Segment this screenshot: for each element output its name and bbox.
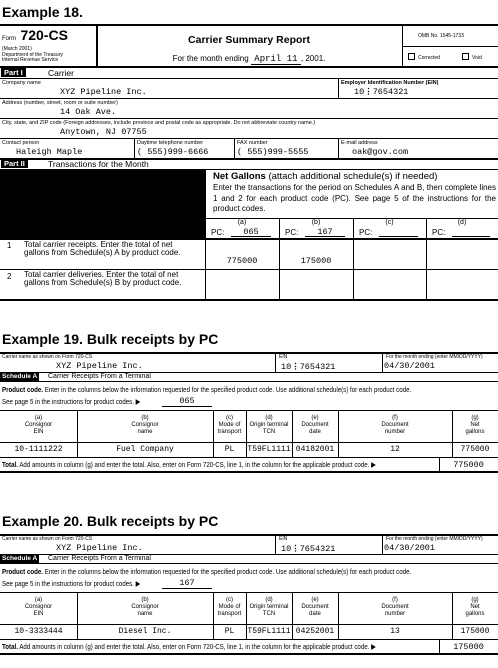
column-header-line-1: Document <box>301 604 329 610</box>
column-header-line-1: Document <box>381 422 409 428</box>
product-code-instructions <box>2 567 411 576</box>
company-name-label: Company name <box>2 80 41 86</box>
consignor-ein-cell[interactable]: 10-3333444 <box>14 627 63 636</box>
carrier-name-field[interactable]: XYZ Pipeline Inc. <box>56 543 143 553</box>
column-letter: (f) <box>392 597 398 603</box>
schedule-a-badge: Schedule A <box>2 555 38 562</box>
example-20-schedule <box>0 513 498 668</box>
corrected-label: Corrected <box>418 55 440 61</box>
origin-terminal-cell[interactable]: T59FL1111 <box>247 627 291 636</box>
column-letter: (b) <box>141 415 149 421</box>
product-code-line-2 <box>2 397 140 406</box>
line-1-amount[interactable]: 775000 <box>226 256 258 266</box>
city-label: City, state, and ZIP code (Foreign addresses, include province and postal code as appropriate. Do not abbreviate country name.) <box>2 120 316 126</box>
column-header-line-1: Origin terminal <box>249 604 289 610</box>
column-letter: (e) <box>311 597 319 603</box>
carrier-name-field[interactable]: XYZ Pipeline Inc. <box>56 361 143 371</box>
column-header-line-1: Consignor <box>131 422 159 428</box>
column-letter: (b) <box>141 597 149 603</box>
net-gallons-bold: Net Gallons <box>213 171 266 182</box>
column-header-line-1: Mode of <box>218 422 241 428</box>
line-2-text: Total carrier deliveries. Enter the total of net gallons from Schedule(s) B by product code. <box>24 270 182 287</box>
form-number: 720-CS <box>20 27 68 43</box>
omb-number: OMB No. 1545-1733 <box>418 33 464 39</box>
net-gallons-heading <box>213 171 437 182</box>
part-1-title: Carrier <box>48 68 74 78</box>
corrected-checkbox[interactable] <box>408 53 415 60</box>
column-header-line-2: transport <box>217 429 242 435</box>
schedule-ein-field[interactable]: 10⋮7654321 <box>281 544 336 554</box>
total-bold: Total. <box>2 642 18 651</box>
column-letter: (e) <box>311 415 319 421</box>
column-header-line-2: number <box>384 429 406 435</box>
column-header-line-1: Origin terminal <box>249 422 289 428</box>
total-instructions <box>2 460 376 469</box>
void-checkbox[interactable] <box>462 53 469 60</box>
contact-label: Contact person <box>2 140 40 146</box>
column-header-line-1: Mode of <box>218 604 241 610</box>
company-name-field[interactable]: XYZ Pipeline Inc. <box>60 87 147 97</box>
product-code-text-2: See page 5 in the instructions for product codes. ▶ <box>2 397 141 406</box>
pc-code-field[interactable]: 167 <box>305 227 345 237</box>
schedule-a-title: Carrier Receipts From a Terminal <box>48 555 151 562</box>
total-value[interactable]: 175000 <box>453 642 484 652</box>
column-letter: (f) <box>392 415 398 421</box>
column-header-line-1: Consignor <box>24 604 53 610</box>
column-letter: (a) <box>34 597 43 603</box>
column-header-line-2: name <box>137 611 153 617</box>
line-1-number: 1 <box>7 241 12 250</box>
ein-label: Employer Identification Number (EIN) <box>341 80 439 86</box>
schedule-ein-field[interactable]: 10⋮7654321 <box>281 362 336 372</box>
part-2-badge: Part II <box>1 159 28 168</box>
ein-suffix: 7654321 <box>372 87 409 97</box>
pc-column-letter: (a) <box>237 219 247 226</box>
column-header-line-2: EIN <box>33 429 44 435</box>
column-header-line-2: name <box>137 429 153 435</box>
total-text: Add amounts in column (g) and enter the total. Also, enter on Form 720-CS, line 1, in the column for the applicable product code. ▶ <box>19 642 376 651</box>
pc-column-divider <box>426 218 427 299</box>
contact-field[interactable]: Haleigh Maple <box>16 147 83 157</box>
city-field[interactable]: Anytown, NJ 07755 <box>60 127 147 137</box>
address-label: Address (number, street, room or suite number) <box>2 100 118 106</box>
product-code-line-2 <box>2 579 140 588</box>
net-gallons-cell[interactable]: 775000 <box>460 445 490 454</box>
agency-line-2: Internal Revenue Service <box>2 57 59 63</box>
ein-prefix: 10 <box>354 87 365 97</box>
pc-column-divider <box>353 218 354 299</box>
document-number-cell[interactable]: 13 <box>390 627 400 636</box>
schedule-ein-prefix: 10 <box>281 544 292 554</box>
pc-label: PC: <box>211 228 225 237</box>
schedule-month-label: For the month ending (enter MM/DD/YYYY) <box>386 536 483 542</box>
phone-field[interactable]: ( 555)999-6666 <box>137 147 209 157</box>
pc-column-letter: (c) <box>385 219 394 226</box>
net-gallons-rest: (attach additional schedule(s) if needed) <box>268 171 438 182</box>
column-header-line-1: Document <box>301 422 329 428</box>
consignor-name-cell[interactable]: Diesel Inc. <box>118 627 172 636</box>
month-suffix: , 2001. <box>300 54 326 63</box>
column-header-line-2: transport <box>217 611 242 617</box>
example-19-schedule <box>0 331 498 491</box>
pc-code-field[interactable] <box>452 227 490 237</box>
part-1-badge: Part I <box>1 68 26 77</box>
void-label: Void <box>472 55 482 61</box>
carrier-name-label: Carrier name as shown on Form 720-CS <box>2 536 93 542</box>
net-gallons-cell[interactable]: 175000 <box>460 627 490 636</box>
product-code-instructions <box>2 385 411 394</box>
email-label: E-mail address <box>341 140 378 146</box>
product-code-text-2: See page 5 in the instructions for product codes. ▶ <box>2 579 141 588</box>
schedule-ein-label: EIN <box>279 536 288 542</box>
column-header-line-1: Consignor <box>24 422 53 428</box>
month-prefix: For the month ending <box>172 54 249 63</box>
document-number-cell[interactable]: 12 <box>390 445 400 454</box>
document-date-cell[interactable]: 04252001 <box>295 627 335 636</box>
phone-label: Daytime telephone number <box>137 140 204 146</box>
schedule-month-field[interactable]: 04/30/2001 <box>384 543 436 553</box>
schedule-ein-label: EIN <box>279 354 288 360</box>
product-code-field[interactable]: 065 <box>162 396 212 407</box>
email-field[interactable]: oak@gov.com <box>352 147 409 157</box>
column-header-line-2: date <box>309 611 321 617</box>
pc-column-letter: (d) <box>457 219 467 226</box>
product-code-bold: Product code. <box>2 567 44 576</box>
column-header-line-1: Consignor <box>131 604 159 610</box>
column-header-line-1: Net <box>470 604 480 610</box>
agency-line-1: Department of the Treasury <box>2 52 63 58</box>
report-title: Carrier Summary Report <box>188 34 310 46</box>
column-header-line-1: Document <box>381 604 409 610</box>
column-letter: (g) <box>471 597 479 603</box>
schedule-ein-prefix: 10 <box>281 362 292 372</box>
document-date-cell[interactable]: 04182001 <box>295 445 335 454</box>
carrier-name-label: Carrier name as shown on Form 720-CS <box>2 354 93 360</box>
schedule-heading: Example 20. Bulk receipts by PC <box>2 513 219 529</box>
instructions-text: Enter the transactions for the period on Schedules A and B, then complete lines 1 and 2 for each product code (PC). See page 5 of the instructions for the product codes. <box>213 183 496 213</box>
column-header-line-1: Net <box>470 422 480 428</box>
address-field[interactable]: 14 Oak Ave. <box>60 107 117 117</box>
product-code-field[interactable]: 167 <box>162 578 212 589</box>
schedule-ein-suffix: 7654321 <box>299 544 336 554</box>
column-header-line-2: TCN <box>262 611 276 617</box>
schedule-heading: Example 19. Bulk receipts by PC <box>2 331 219 347</box>
schedule-month-field[interactable]: 04/30/2001 <box>384 361 436 371</box>
total-bold: Total. <box>2 460 18 469</box>
ein-field[interactable]: 10⋮7654321 <box>354 87 409 97</box>
consignor-ein-cell[interactable]: 10-1111222 <box>14 445 63 454</box>
column-header-line-2: EIN <box>33 611 44 617</box>
origin-terminal-cell[interactable]: T59FL1111 <box>247 445 291 454</box>
pc-column-letter: (b) <box>311 219 321 226</box>
column-header-line-2: gallons <box>465 429 485 435</box>
column-letter: (d) <box>265 415 273 421</box>
shaded-area <box>0 169 205 239</box>
form-number-block <box>2 27 68 45</box>
column-letter: (g) <box>471 415 479 421</box>
total-text: Add amounts in column (g) and enter the total. Also, enter on Form 720-CS, line 1, in the column for the applicable product code. ▶ <box>19 460 376 469</box>
pc-code-field[interactable]: 065 <box>231 227 271 237</box>
month-value[interactable]: April 11 <box>251 54 301 65</box>
example-18-heading: Example 18. <box>2 4 83 20</box>
schedule-month-label: For the month ending (enter MM/DD/YYYY) <box>386 354 483 360</box>
column-letter: (c) <box>226 597 233 603</box>
column-letter: (c) <box>226 415 233 421</box>
total-value[interactable]: 775000 <box>453 460 484 470</box>
pc-label: PC: <box>359 228 373 237</box>
schedule-ein-suffix: 7654321 <box>299 362 336 372</box>
total-instructions <box>2 642 376 651</box>
column-header-line-2: date <box>309 429 321 435</box>
product-code-text: Enter in the columns below the information requested for the specified product code. Use additional schedule(s) for each product code. <box>44 567 412 576</box>
line-1-text: Total carrier receipts. Enter the total of net gallons from Schedule(s) A by product code. <box>24 240 181 257</box>
product-code-text: Enter in the columns below the information requested for the specified product code. Use additional schedule(s) for each product code. <box>44 385 412 394</box>
consignor-name-cell[interactable]: Fuel Company <box>116 445 174 454</box>
pc-label: PC: <box>285 228 299 237</box>
column-header-line-2: TCN <box>262 429 276 435</box>
column-header-line-2: number <box>384 611 406 617</box>
form-prefix: Form <box>2 36 16 42</box>
schedule-a-title: Carrier Receipts From a Terminal <box>48 373 151 380</box>
pc-label: PC: <box>432 228 446 237</box>
form-date: (March 2001) <box>2 46 32 52</box>
schedule-a-badge: Schedule A <box>2 373 38 380</box>
pc-code-field[interactable] <box>379 227 418 237</box>
fax-field[interactable]: ( 555)999-5555 <box>237 147 309 157</box>
line-2-number: 2 <box>7 272 12 281</box>
column-letter: (d) <box>265 597 273 603</box>
product-code-bold: Product code. <box>2 385 44 394</box>
column-header-line-2: gallons <box>465 611 485 617</box>
column-letter: (a) <box>34 415 43 421</box>
part-2-title: Transactions for the Month <box>48 159 149 169</box>
fax-label: FAX number <box>237 140 268 146</box>
mode-of-transport-cell[interactable]: PL <box>224 445 235 454</box>
month-ending-line <box>96 54 402 65</box>
mode-of-transport-cell[interactable]: PL <box>224 627 235 636</box>
line-1-amount[interactable]: 175000 <box>300 256 332 266</box>
